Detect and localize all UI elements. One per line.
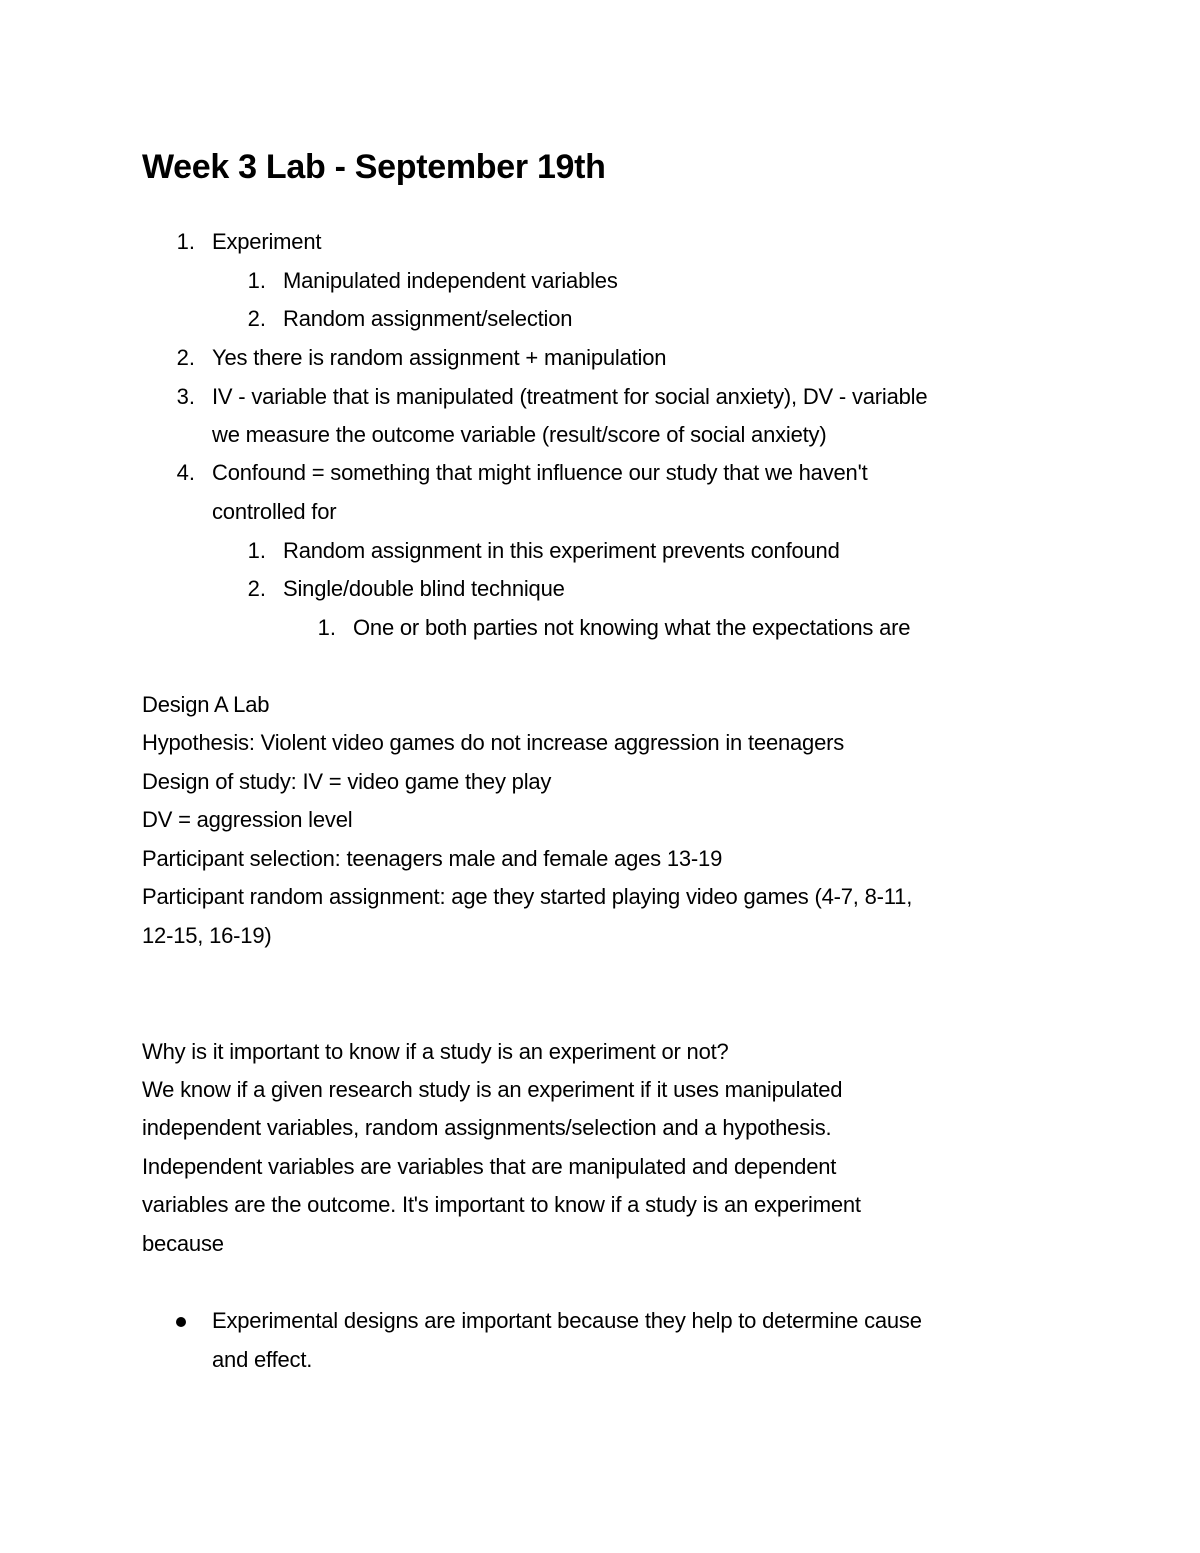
list-number: 1. [247,268,266,293]
paragraph-line: We know if a given research study is an experiment if it uses manipulated [142,1077,843,1102]
question-line: Why is it important to know if a study is an experiment or not? [142,1039,729,1064]
bullet-item-continuation: and effect. [212,1347,313,1372]
list-number: 2. [247,576,266,601]
list-item: One or both parties not knowing what the expectations are [353,615,911,640]
list-item: IV - variable that is manipulated (treatment for social anxiety), DV - variable [212,384,928,409]
list-number: 2. [247,306,266,331]
list-item: Yes there is random assignment + manipulation [212,345,667,370]
random-assignment-line: Participant random assignment: age they started playing video games (4-7, 8-11, [142,884,913,909]
paragraph-line: variables are the outcome. It's important to know if a study is an experiment [142,1192,861,1217]
dv-line: DV = aggression level [142,807,353,832]
list-item-continuation: we measure the outcome variable (result/score of social anxiety) [212,422,827,447]
list-item: Confound = something that might influence our study that we haven't [212,460,868,485]
random-assignment-line-cont: 12-15, 16-19) [142,923,272,948]
list-number: 1. [317,615,336,640]
list-number: 4. [176,460,195,485]
page-title: Week 3 Lab - September 19th [142,148,606,186]
list-number: 1. [176,229,195,254]
paragraph-line: because [142,1231,224,1256]
hypothesis-line: Hypothesis: Violent video games do not increase aggression in teenagers [142,730,845,755]
list-item: Random assignment in this experiment prevents confound [283,538,840,563]
section-heading: Design A Lab [142,692,270,717]
list-number: 2. [176,345,195,370]
list-item-continuation: controlled for [212,499,337,524]
design-line: Design of study: IV = video game they play [142,769,552,794]
bullet-dot-icon [176,1317,186,1327]
paragraph-line: independent variables, random assignments/selection and a hypothesis. [142,1115,832,1140]
bullet-item: Experimental designs are important because they help to determine cause [212,1308,922,1333]
list-item: Manipulated independent variables [283,268,618,293]
list-item: Random assignment/selection [283,306,573,331]
participant-selection-line: Participant selection: teenagers male and female ages 13-19 [142,846,723,871]
list-item: Single/double blind technique [283,576,565,601]
paragraph-line: Independent variables are variables that are manipulated and dependent [142,1154,837,1179]
list-item: Experiment [212,229,322,254]
list-number: 1. [247,538,266,563]
list-number: 3. [176,384,195,409]
